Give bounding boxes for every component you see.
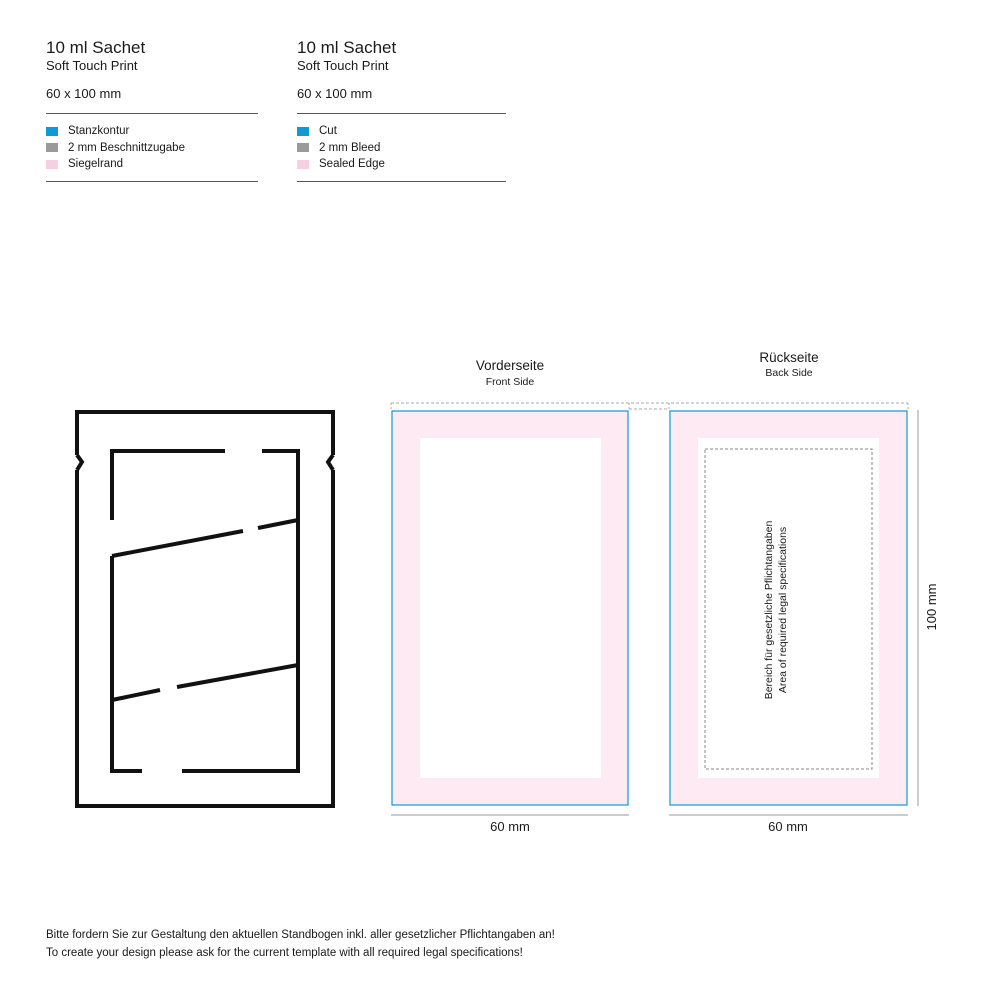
- legend-subtitle: Soft Touch Print: [297, 58, 389, 73]
- legend-item-label: Cut: [319, 125, 337, 137]
- legend-subtitle: Soft Touch Print: [46, 58, 138, 73]
- legend-item-label: 2 mm Beschnittzugabe: [68, 141, 185, 154]
- tear-notch-right: [328, 455, 333, 470]
- diagonal-lower: [112, 665, 298, 700]
- back-width-label: 60 mm: [768, 819, 808, 834]
- legend-size: 60 x 100 mm: [46, 86, 122, 101]
- front-title: Vorderseite: [475, 358, 545, 373]
- footer-line-en: To create your design please ask for the current template with all required legal specifications!: [46, 947, 523, 959]
- inner-outline: [112, 451, 298, 771]
- outer-outline: [77, 412, 333, 806]
- back-title: Rückseite: [759, 350, 819, 365]
- diagonal-upper: [112, 520, 298, 556]
- legend-size: 60 x 100 mm: [297, 86, 373, 101]
- front-panel: [392, 411, 628, 805]
- footer-line-de: Bitte fordern Sie zur Gestaltung den aktuellen Standbogen inkl. aller gesetzlicher Pflichtangaben an!: [46, 929, 555, 941]
- legend-title: 10 ml Sachet: [297, 38, 397, 57]
- legend-item-label: 2 mm Bleed: [319, 141, 381, 154]
- front-width-label: 60 mm: [490, 819, 530, 834]
- back-panel: [670, 411, 907, 805]
- sachet-outline-sketch: [77, 412, 333, 806]
- legend-item-label: Siegelrand: [68, 158, 123, 170]
- footer-note: [46, 926, 555, 962]
- back-subtitle: Back Side: [765, 367, 813, 379]
- front-print-area: [420, 438, 601, 778]
- legend-item-label: Stanzkontur: [68, 125, 130, 137]
- legend-item-label: Sealed Edge: [319, 158, 385, 170]
- tear-notch-left: [77, 455, 82, 470]
- front-subtitle: Front Side: [485, 376, 535, 388]
- back-height-label: 100 mm: [924, 583, 939, 631]
- legend-title: 10 ml Sachet: [46, 38, 146, 57]
- legal-area-label-de: Bereich für gesetzliche Pflichtangaben: [763, 520, 775, 700]
- legal-area-label-en: Area of required legal specifications: [777, 526, 789, 694]
